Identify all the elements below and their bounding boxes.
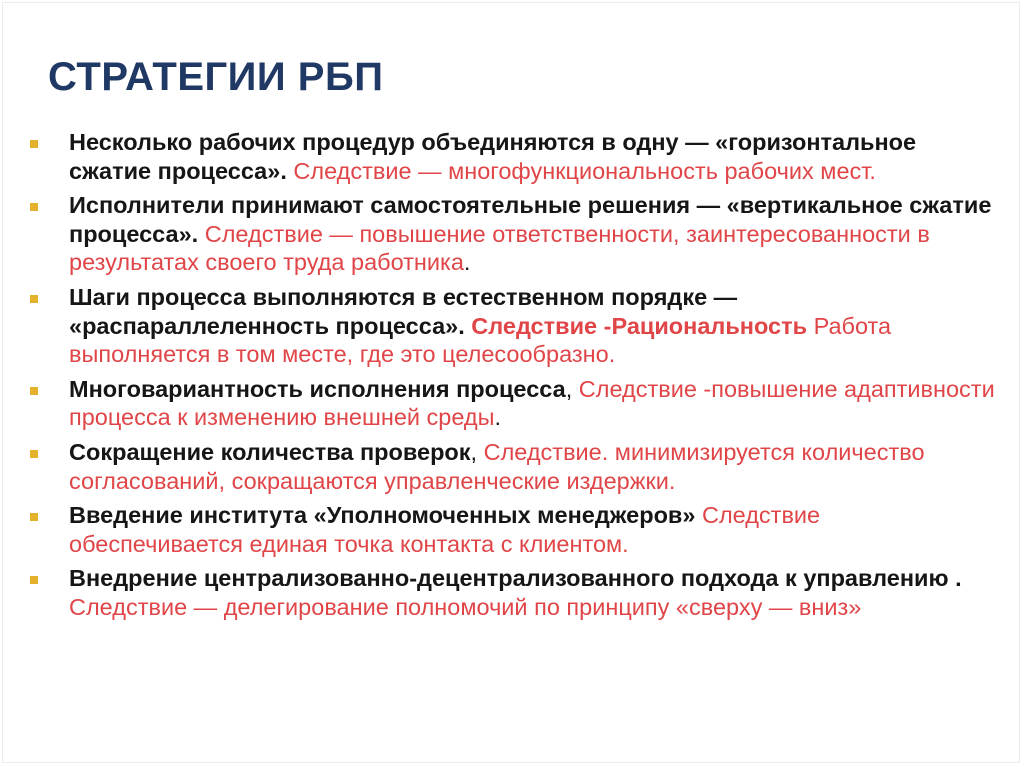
square-bullet-icon	[30, 203, 38, 211]
bullet-consequence-text: Следствие -повышение адаптивности процесса к изменению внешней среды	[69, 375, 995, 431]
square-bullet-icon	[30, 140, 38, 148]
bullet-main-text: Исполнители принимают самостоятельные решения — «вертикальное сжатие процесса».	[69, 192, 992, 247]
bullet-consequence-text: Следствие — делегирование полномочий по принципу «сверху — вниз»	[69, 593, 862, 620]
square-bullet-icon	[30, 450, 38, 458]
bullet-list	[28, 128, 998, 628]
bullet-consequence-text: Следствие. минимизируется количество согласований, сокращаются управленческие издержки.	[69, 438, 925, 494]
bullet-item-2	[28, 191, 998, 277]
bullet-main-text: Сокращение количества проверок	[69, 438, 471, 465]
bullet-item-6	[28, 501, 998, 558]
square-bullet-icon	[30, 513, 38, 521]
bullet-separator: ,	[470, 438, 478, 465]
bullet-main-text: Многовариантность исполнения процесса	[69, 375, 566, 402]
bullet-trailing-punctuation: .	[463, 249, 471, 276]
bullet-item-4	[28, 375, 998, 432]
bullet-consequence-text: Следствие — повышение ответственности, заинтересованности в результатах своего труда работника	[69, 220, 930, 276]
bullet-consequence-text: Следствие — многофункциональность рабочих мест.	[286, 157, 876, 184]
bullet-consequence-text: Следствие обеспечивается единая точка контакта с клиентом.	[69, 502, 821, 557]
square-bullet-icon	[30, 295, 38, 303]
bullet-trailing-punctuation: .	[494, 404, 502, 431]
bullet-main-text: Внедрение централизованно-децентрализованного подхода к управлению .	[69, 565, 962, 592]
bullet-main-text: Шаги процесса выполняются в естественном порядке — «распараллеленность процесса».	[69, 283, 738, 339]
bullet-main-text: Несколько рабочих процедур объединяются в одну — «горизонтальное сжатие процесса».	[69, 129, 917, 184]
bullet-consequence-text: Работа выполняется в том месте, где это целесообразно.	[69, 312, 892, 368]
bullet-item-5	[28, 438, 998, 495]
bullet-main-text: Введение института «Уполномоченных менеджеров»	[69, 502, 696, 529]
slide-title: СТРАТЕГИИ РБП	[48, 55, 384, 99]
bullet-item-3	[28, 283, 998, 369]
square-bullet-icon	[30, 387, 38, 395]
bullet-separator: ,	[565, 375, 573, 402]
bullet-consequence-label: Следствие	[464, 312, 604, 339]
bullet-item-7	[28, 564, 998, 621]
bullet-consequence-connector: -	[603, 312, 612, 339]
bullet-consequence-keyword: Рациональность	[611, 312, 808, 339]
bullet-item-1	[28, 128, 998, 185]
square-bullet-icon	[30, 576, 38, 584]
